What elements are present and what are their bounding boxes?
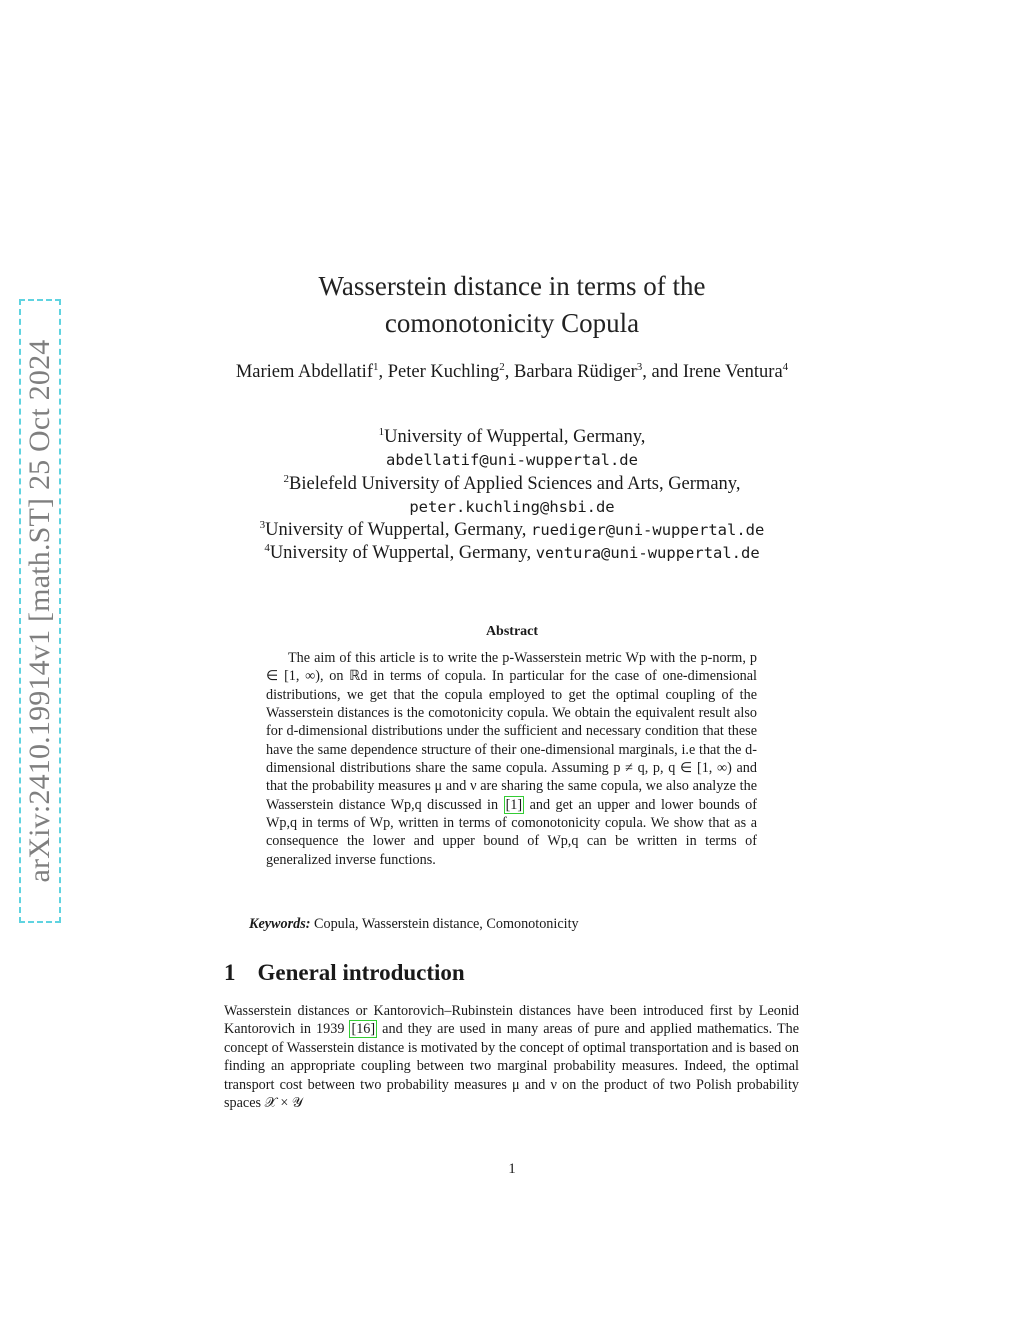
affiliation-1-text: University of Wuppertal, Germany,: [384, 427, 646, 447]
author-3: , Barbara Rüdiger: [504, 362, 637, 382]
section-1-paragraph: [224, 1002, 799, 1112]
citation-link-16[interactable]: [16]: [351, 1021, 376, 1038]
affiliation-1: [200, 426, 824, 473]
abstract-text-part-1: The aim of this article is to write the p-Wasserstein metric Wp with the p-norm, p ∈ [1, ∞), on ℝd in terms of copula. In particular for the case of one-dimensional distributions, we get that the copula employed to get the optimal coupling of the Wasserstein distances is the comotonicity copula. We obtain the equivalent result also for d-dimensional distributions under the sufficient and necessary condition that these have the same dependence structure of their one-dimensional marginals, i.e that the d-dimensional distributions share the same copula. Assuming p ≠ q, p, q ∈ [1, ∞) and that the probability measures μ and ν are sharing the same copula, we also analyze the Wasserstein distance Wp,q discussed in: [266, 650, 757, 813]
author-2: , Peter Kuchling: [378, 362, 500, 382]
title-line-2: comonotonicity Copula: [384, 308, 640, 338]
author-2-marker: 2: [499, 360, 505, 373]
author-3-marker: 3: [636, 360, 643, 373]
affiliation-3-email[interactable]: ruediger@uni-wuppertal.de: [531, 521, 765, 540]
abstract-heading: Abstract: [485, 624, 539, 639]
affiliation-2: [200, 473, 824, 520]
abstract-paragraph: [266, 649, 757, 869]
section-1-text-part-1: Wasserstein distances or Kantorovich–Rubinstein distances have been introduced first by Leonid Kantorovich in 1939: [224, 1003, 799, 1038]
arxiv-identifier-stamp[interactable]: arXiv:2410.19914v1 [math.ST] 25 Oct 2024: [23, 339, 56, 883]
affiliation-3-marker: 3: [259, 519, 266, 532]
abstract-text-part-2: and get an upper and lower bounds of Wp,q in terms of Wp, written in terms of comonotonicity copula. We show that as a consequence the lower and upper bound of Wp,q can be written in terms of generalized inverse functions.: [266, 796, 758, 868]
keywords-label: Keywords:: [249, 916, 311, 932]
affiliation-1-marker: 1: [378, 425, 385, 438]
affiliation-4-marker: 4: [264, 542, 270, 555]
author-list: [216, 362, 808, 383]
keywords-text: Copula, Wasserstein distance, Comonotonicity: [310, 916, 579, 932]
author-4-marker: 4: [782, 360, 789, 373]
section-1-heading: [224, 960, 465, 986]
keywords-line: [249, 916, 579, 933]
section-1-title: General introduction: [257, 960, 465, 985]
affiliation-3-text: University of Wuppertal, Germany,: [265, 520, 532, 541]
affiliation-2-marker: 2: [283, 472, 290, 485]
affiliation-4-email[interactable]: ventura@uni-wuppertal.de: [535, 544, 760, 563]
section-1-text-part-2: and they are used in many areas of pure and applied mathematics. The concept of Wasserstein distance is motivated by the concept of optimal transportation and is based on finding an appropriate coupling between two marginal probability measures. Indeed, the optimal transport cost between two probability measures μ and ν on the product of two Polish probability spaces 𝒳 × 𝒴: [224, 1021, 800, 1112]
affiliation-3: [200, 519, 824, 542]
title-line-1: Wasserstein distance in terms of the: [318, 271, 706, 301]
author-1-marker: 1: [372, 360, 379, 373]
author-4: , and Irene Ventura: [642, 362, 783, 382]
citation-link-1[interactable]: [1]: [505, 796, 523, 813]
page-number: 1: [508, 1161, 516, 1177]
affiliation-4-text: University of Wuppertal, Germany,: [269, 543, 536, 564]
affiliation-list: [200, 426, 824, 566]
section-1-number: 1: [224, 960, 236, 985]
affiliation-1-email[interactable]: abdellatif@uni-wuppertal.de: [386, 451, 638, 470]
affiliation-4: [200, 542, 824, 565]
author-1: Mariem Abdellatif: [235, 362, 373, 382]
affiliation-2-text: Bielefeld University of Applied Sciences and Arts, Germany,: [289, 473, 741, 494]
paper-title: [240, 268, 784, 342]
affiliation-2-email[interactable]: peter.kuchling@hsbi.de: [409, 497, 615, 516]
